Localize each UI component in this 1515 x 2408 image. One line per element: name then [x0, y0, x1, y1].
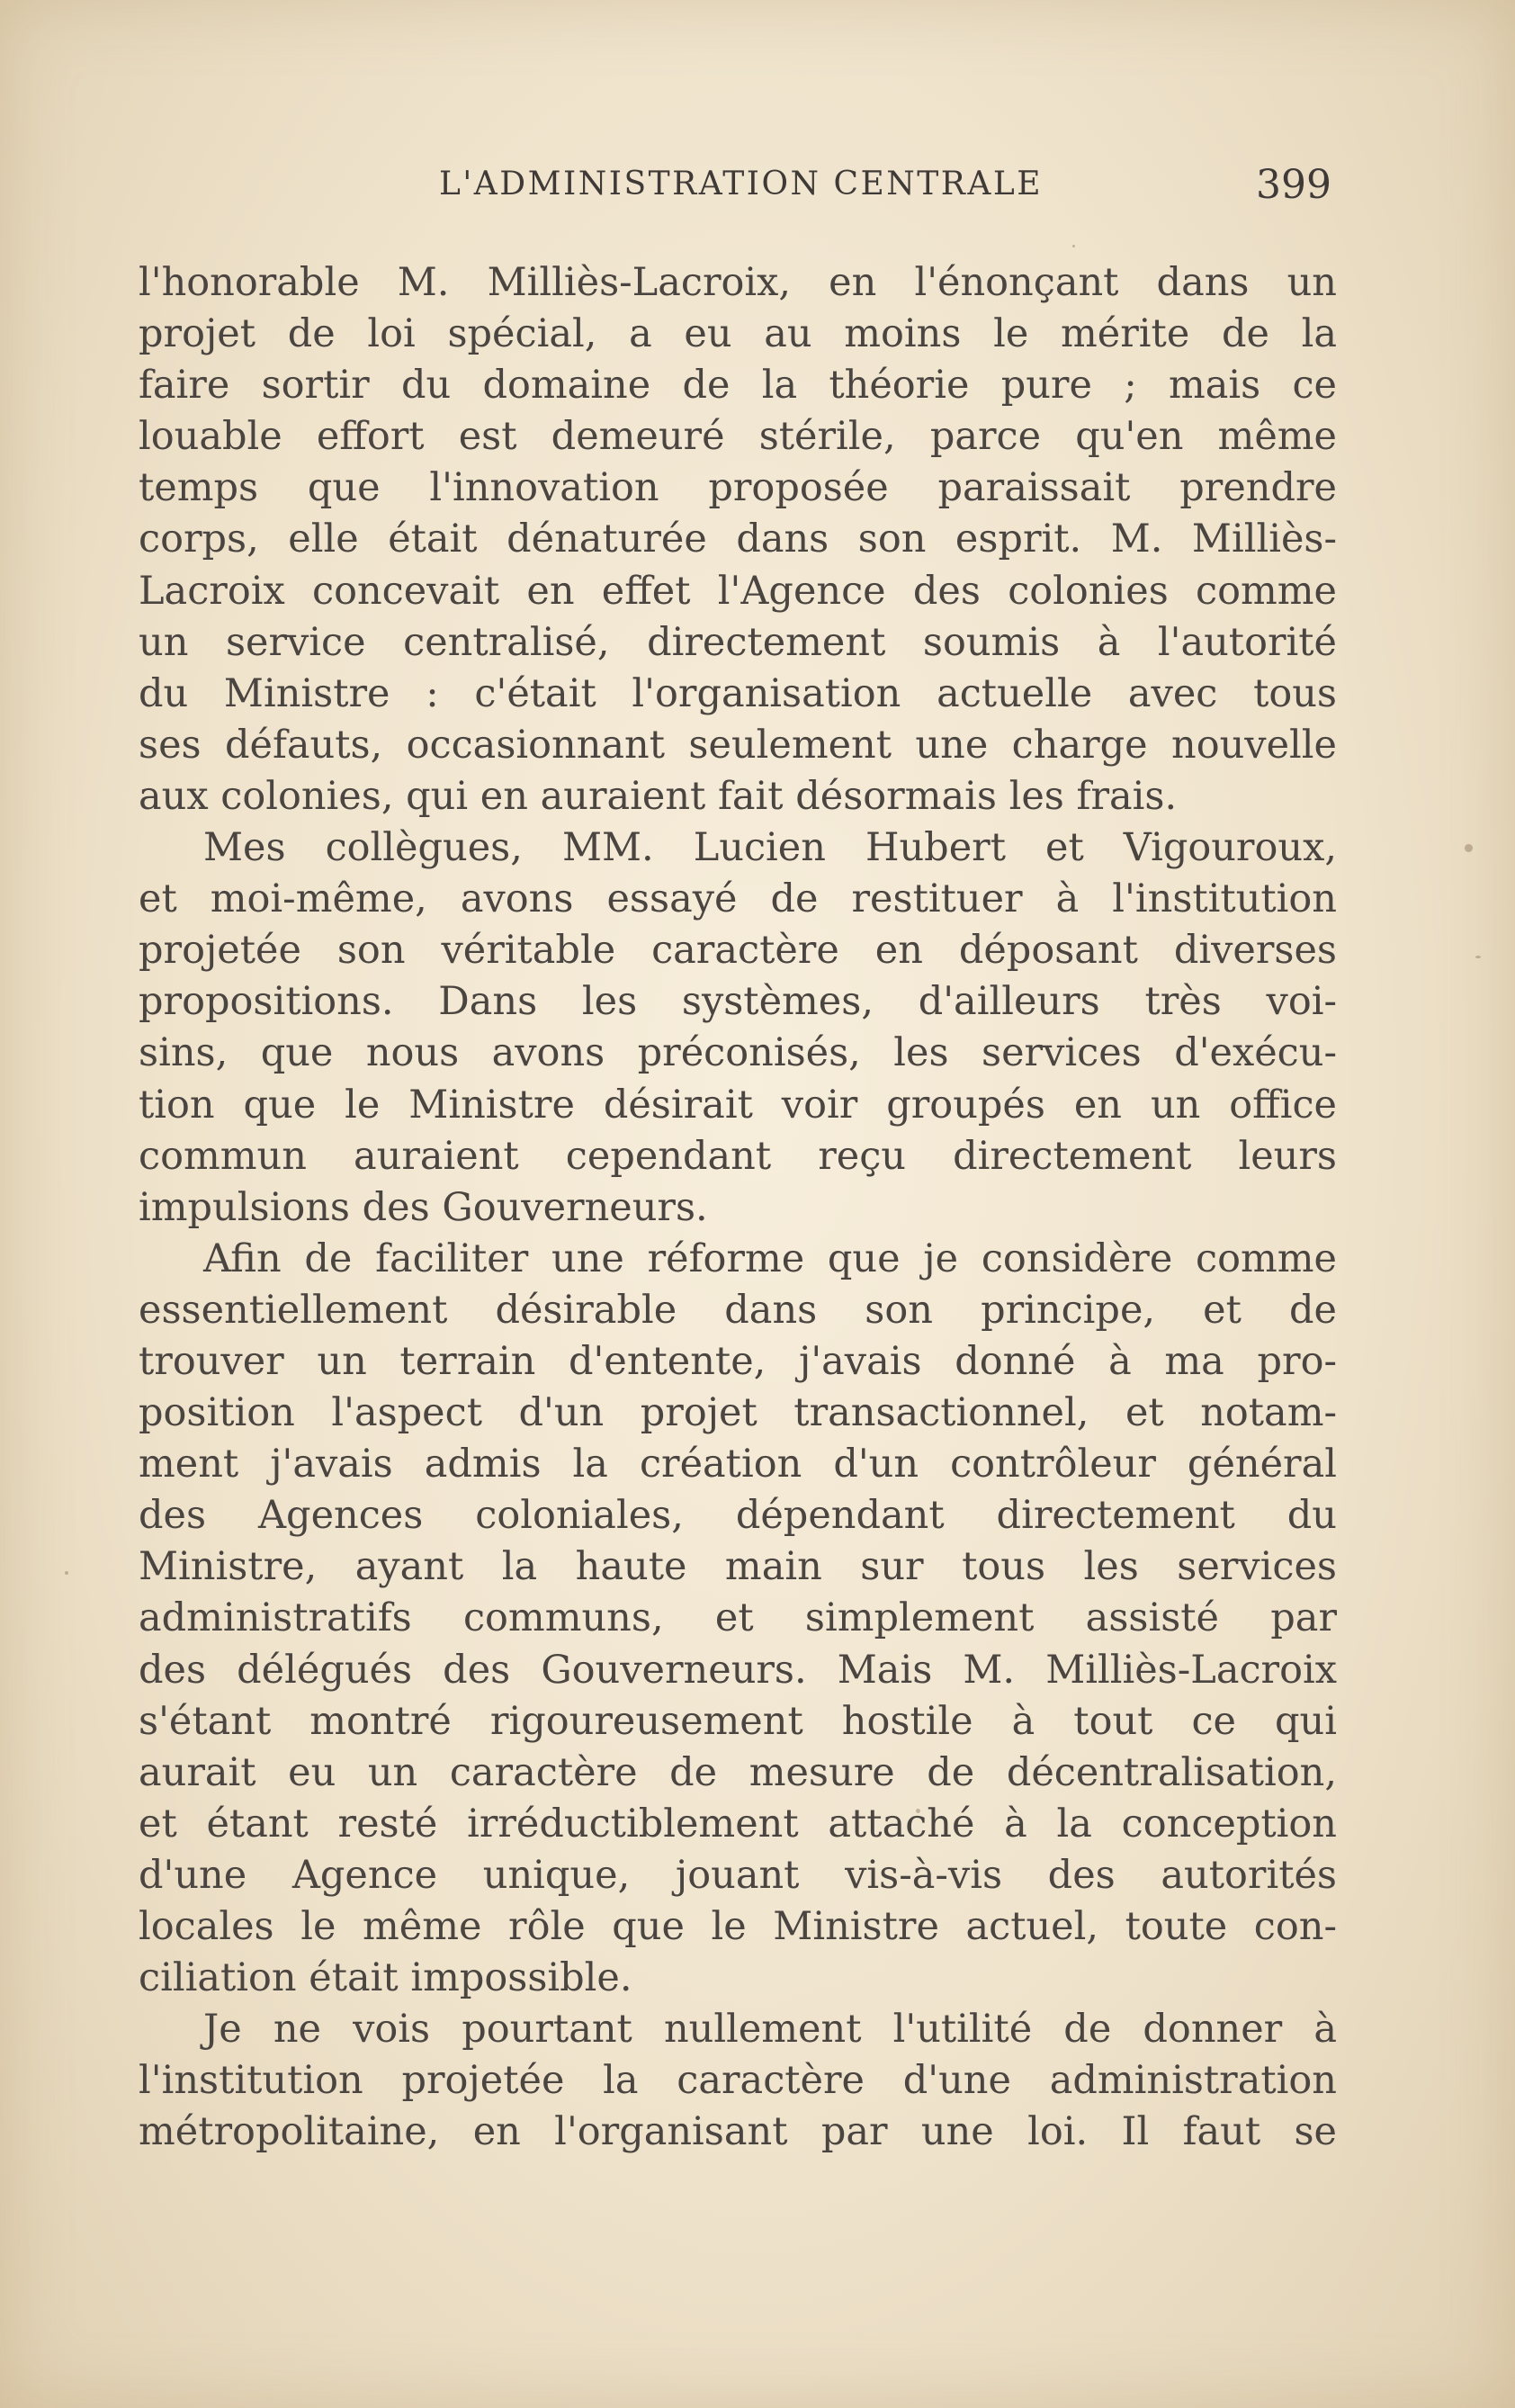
text-line: faire sortir du domaine de la théorie pure ; mais ce: [139, 363, 1337, 409]
text-line: corps, elle était dénaturée dans son esprit. M. Milliès-: [139, 517, 1337, 562]
text-line: propositions. Dans les systèmes, d'ailleurs très voi-: [139, 979, 1337, 1025]
text-line: aux colonies, qui en auraient fait désormais les frais.: [139, 773, 1178, 819]
text-line: et étant resté irréductiblement attaché à la conception: [139, 1801, 1337, 1846]
text-line: sins, que nous avons préconisés, les services d'exécu-: [139, 1030, 1337, 1076]
text-line: tion que le Ministre désirait voir groupés en un office: [139, 1082, 1337, 1128]
paper-speck: [1475, 956, 1481, 958]
text-line: s'étant montré rigoureusement hostile à tout ce qui: [139, 1698, 1337, 1744]
page-number: 399: [1256, 162, 1331, 208]
text-line: locales le même rôle que le Ministre actuel, toute con-: [139, 1904, 1337, 1949]
text-line: d'une Agence unique, jouant vis-à-vis des autorités: [139, 1852, 1337, 1898]
text-line: métropolitaine, en l'organisant par une loi. Il faut se: [139, 2109, 1337, 2155]
text-line: commun auraient cependant reçu directement leurs: [139, 1133, 1337, 1179]
text-line: ses défauts, occasionnant seulement une charge nouvelle: [139, 722, 1337, 768]
running-title: L'ADMINISTRATION CENTRALE: [439, 166, 1044, 202]
text-line: trouver un terrain d'entente, j'avais donné à ma pro-: [139, 1338, 1337, 1384]
text-line: du Ministre : c'était l'organisation actuelle avec tous: [139, 670, 1337, 716]
text-line: projet de loi spécial, a eu au moins le mérite de la: [139, 311, 1337, 357]
text-line: projetée son véritable caractère en déposant diverses: [139, 928, 1337, 974]
text-line: louable effort est demeuré stérile, parce qu'en même: [139, 414, 1337, 460]
text-line: Je ne vois pourtant nullement l'utilité de donner à: [203, 2007, 1337, 2053]
text-line: Lacroix concevait en effet l'Agence des colonies comme: [139, 568, 1337, 614]
running-head: [139, 162, 1331, 216]
paper-speck: [1465, 844, 1473, 852]
text-line: Afin de faciliter une réforme que je considère comme: [203, 1235, 1337, 1281]
text-line: temps que l'innovation proposée paraissait prendre: [139, 465, 1337, 511]
text-line: et moi-même, avons essayé de restituer à l'institution: [139, 876, 1337, 922]
text-line: ciliation était impossible.: [139, 1955, 632, 2001]
text-line: des Agences coloniales, dépendant directement du: [139, 1493, 1337, 1539]
text-line: l'institution projetée la caractère d'une administration: [139, 2058, 1337, 2104]
text-line: position l'aspect d'un projet transactionnel, et notam-: [139, 1390, 1337, 1436]
text-line: administratifs communs, et simplement assisté par: [139, 1595, 1337, 1641]
paper-speck: [916, 1809, 920, 1813]
paper-speck: [65, 1571, 68, 1575]
body-text: [139, 257, 1337, 2185]
text-line: ment j'avais admis la création d'un contrôleur général: [139, 1442, 1337, 1487]
text-line: un service centralisé, directement soumis à l'autorité: [139, 619, 1337, 665]
text-line: impulsions des Gouverneurs.: [139, 1184, 708, 1230]
text-line: Ministre, ayant la haute main sur tous les services: [139, 1544, 1337, 1590]
text-line: Mes collègues, MM. Lucien Hubert et Vigouroux,: [203, 825, 1337, 871]
text-line: l'honorable M. Milliès-Lacroix, en l'énonçant dans un: [139, 260, 1337, 305]
paper-speck: [1072, 245, 1075, 247]
text-line: essentiellement désirable dans son principe, et de: [139, 1287, 1337, 1333]
text-line: des délégués des Gouverneurs. Mais M. Milliès-Lacroix: [139, 1647, 1337, 1693]
text-line: aurait eu un caractère de mesure de décentralisation,: [139, 1749, 1337, 1795]
